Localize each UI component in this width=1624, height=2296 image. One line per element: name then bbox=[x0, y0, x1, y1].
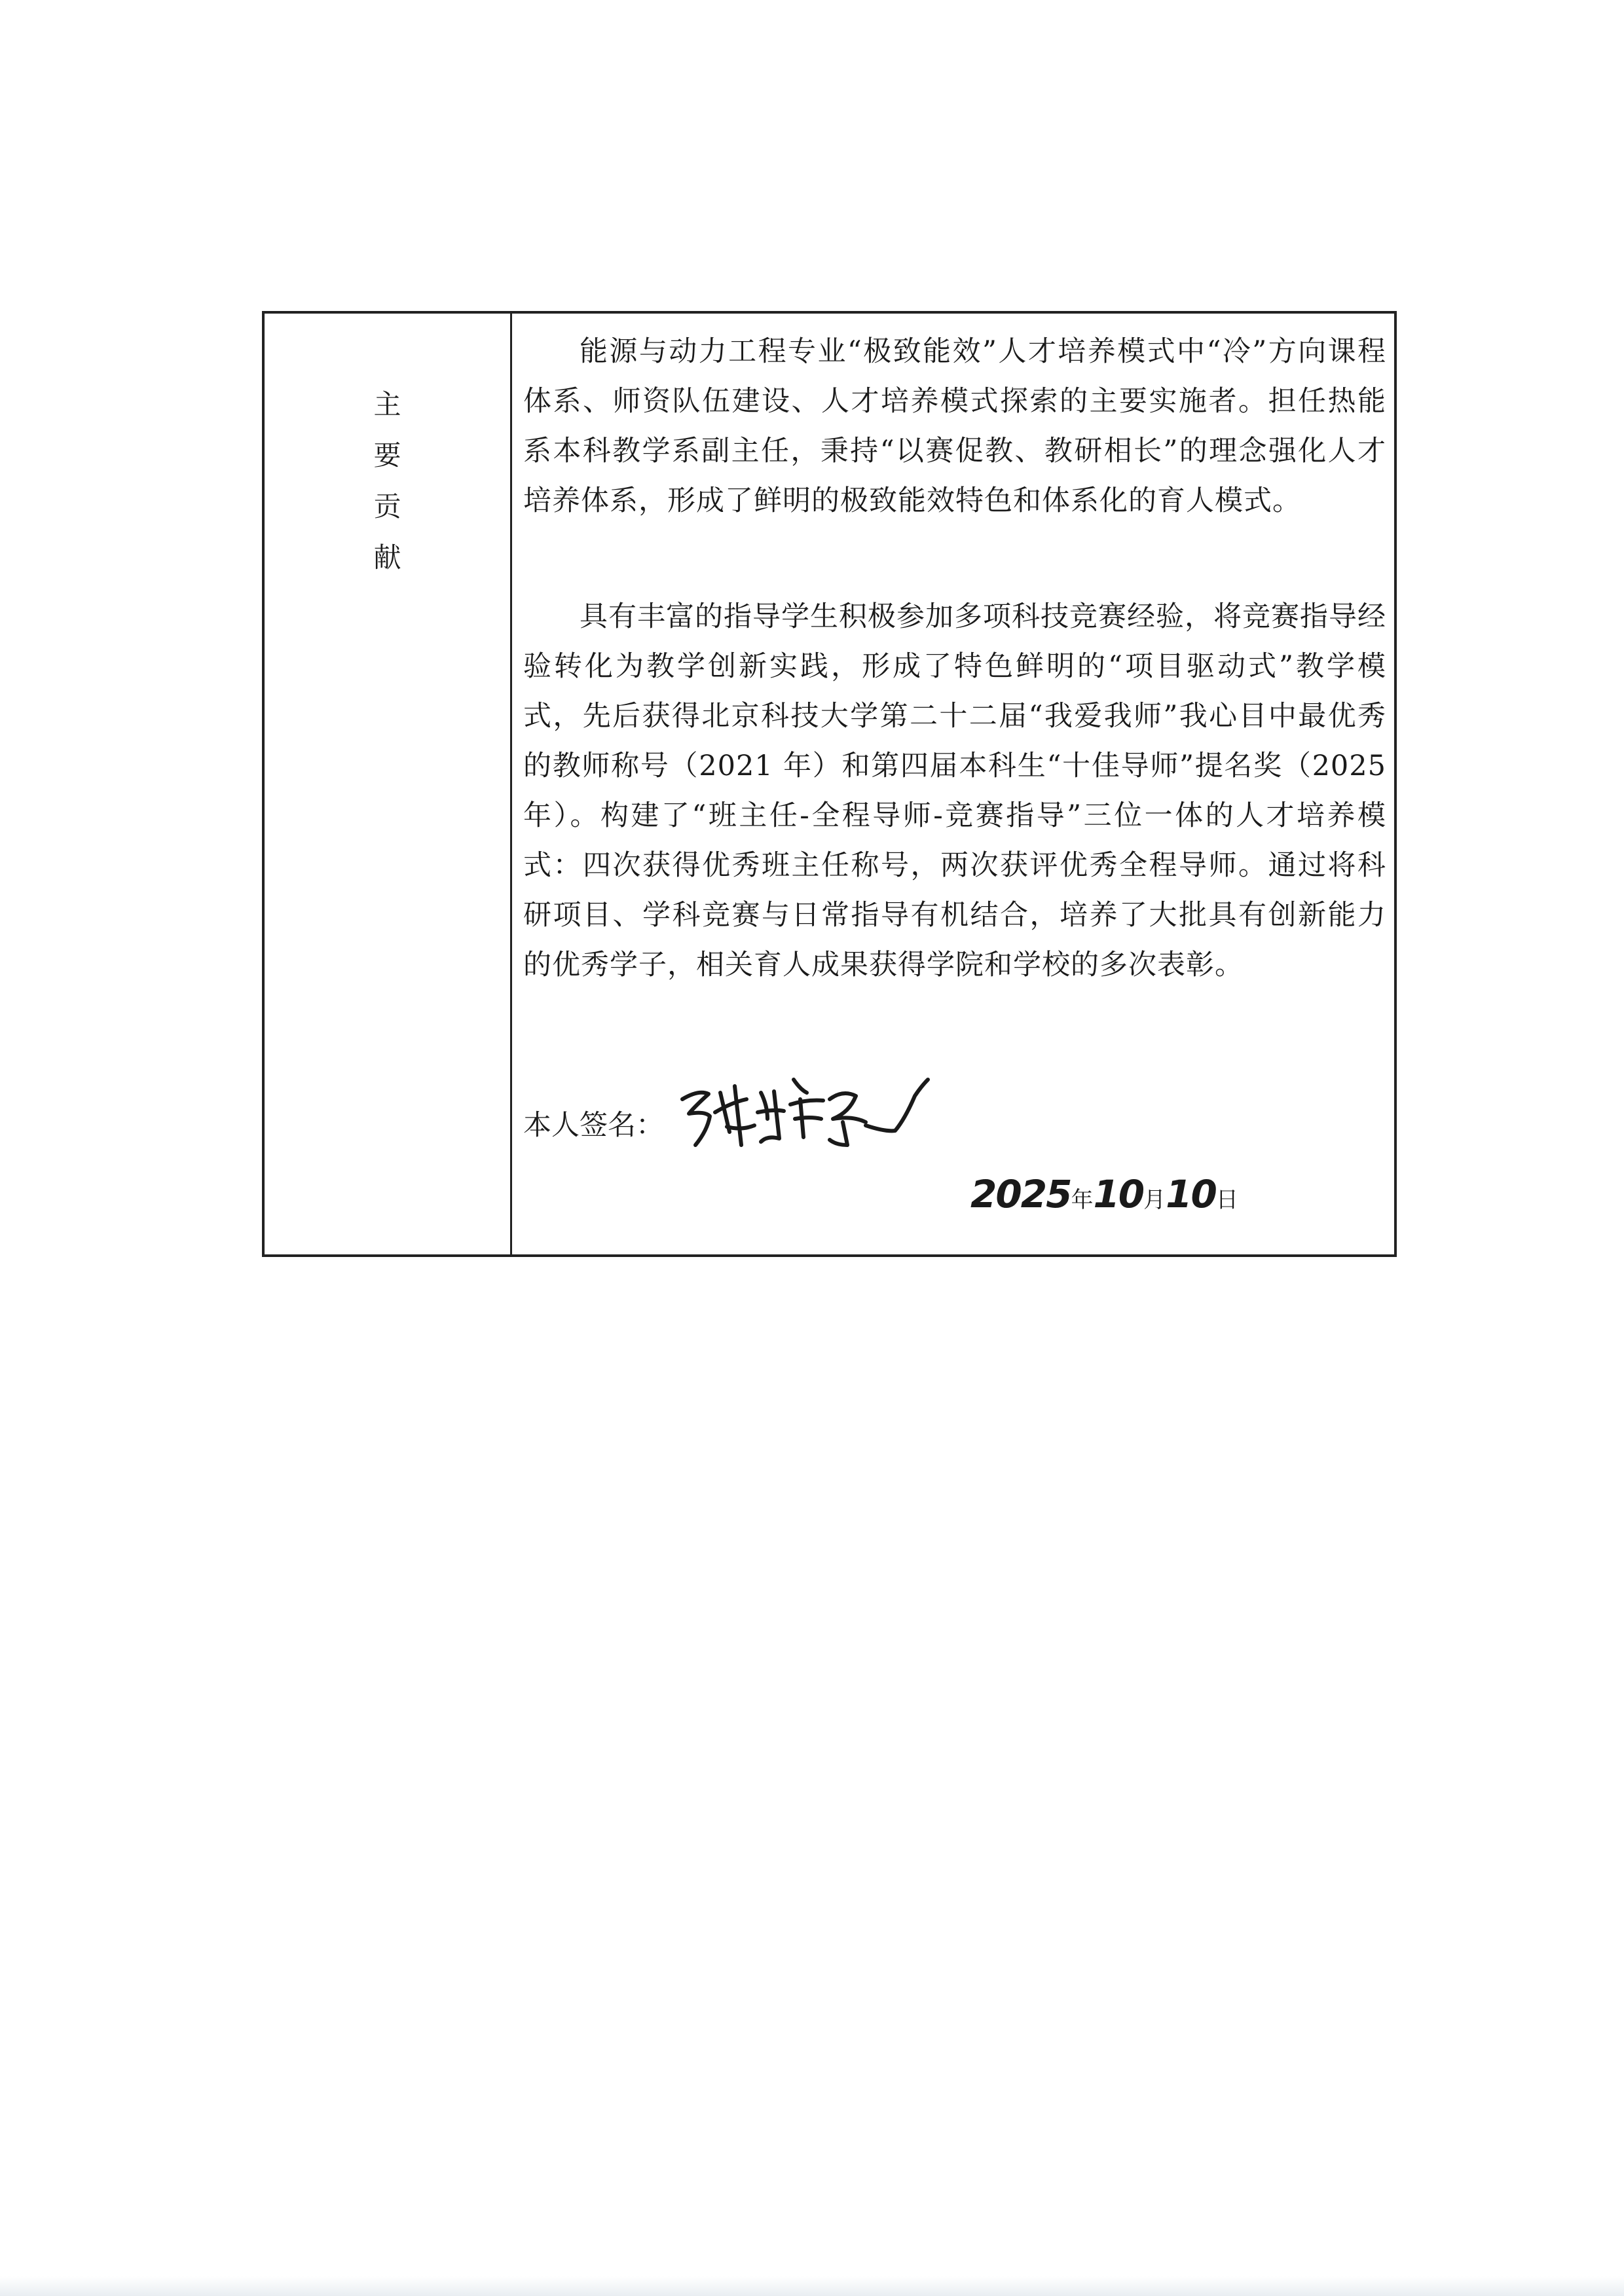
date-day-suffix: 日 bbox=[1215, 1187, 1238, 1213]
content-cell bbox=[512, 314, 1394, 1254]
label-char: 贡 bbox=[373, 490, 401, 522]
handwritten-signature bbox=[669, 1053, 931, 1165]
scan-bottom-edge bbox=[0, 2276, 1624, 2296]
date-year-suffix: 年 bbox=[1071, 1187, 1094, 1213]
date-month: 10 bbox=[1093, 1172, 1144, 1216]
date-day: 10 bbox=[1166, 1172, 1216, 1216]
contribution-paragraph-2: 具有丰富的指导学生积极参加多项科技竞赛经验，将竞赛指导经验转化为教学创新实践，形成了特色鲜明的“项目驱动式”教学模式，先后获得北京科技大学第二十二届“我爱我师”我心目中最优秀的教师称号（2021 年）和第四届本科生“十佳导师”提名奖（2025 年）。构建了“班主任-全程导师-竞赛指导”三位一体的人才培养模式：四次获得优秀班主任称号，两次获评优秀全程导师。通过将科研项目、学科竞赛与日常指导有机结合，培养了大批具有创新能力的优秀学子，相关育人成果获得学院和学校的多次表彰。 bbox=[523, 600, 1386, 981]
contribution-paragraph-1: 能源与动力工程专业“极致能效”人才培养模式中“冷”方向课程体系、师资队伍建设、人才培养模式探索的主要实施者。担任热能系本科教学系副主任，秉持“以赛促教、教研相长”的理念强化人才培养体系，形成了鲜明的极致能效特色和体系化的育人模式。 bbox=[523, 335, 1386, 517]
label-char: 主 bbox=[373, 388, 401, 420]
signature-date bbox=[970, 1172, 1238, 1220]
label-cell bbox=[265, 314, 512, 1254]
date-year: 2025 bbox=[970, 1172, 1071, 1216]
label-char: 献 bbox=[373, 541, 401, 574]
date-month-suffix: 月 bbox=[1143, 1187, 1166, 1213]
contribution-table bbox=[262, 311, 1397, 1257]
label-char: 要 bbox=[373, 439, 401, 471]
label-vertical-text bbox=[265, 379, 510, 583]
signature-label: 本人签名： bbox=[523, 1109, 664, 1142]
